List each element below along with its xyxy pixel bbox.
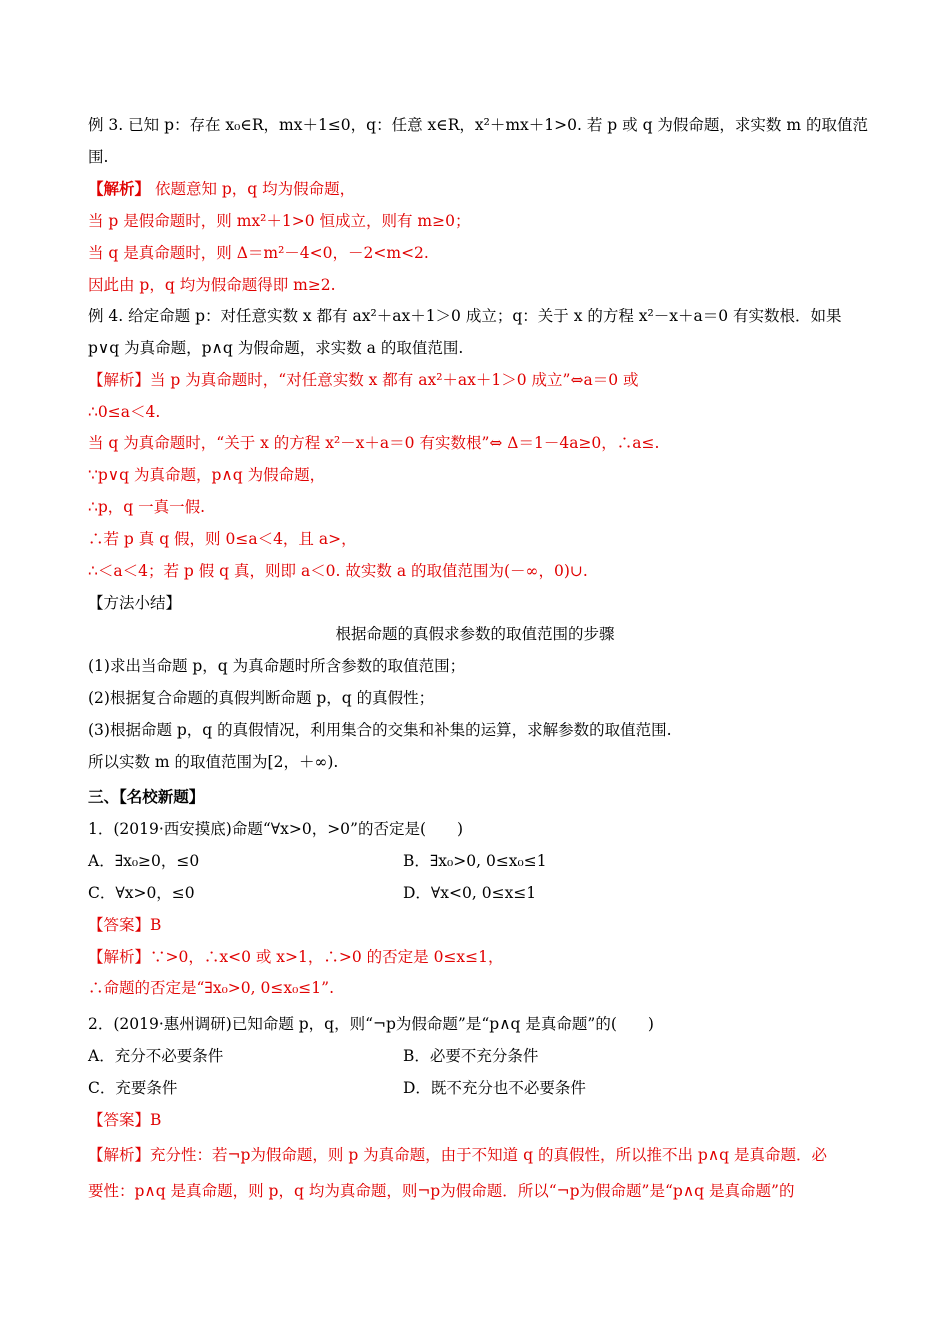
- method-conclusion: 所以实数 m 的取值范围为[2，＋∞).: [88, 753, 339, 771]
- q1-analysis-line2: ∴命题的否定是“∃x₀>0, 0≤x₀≤1”.: [88, 979, 334, 997]
- q2-answer: 【答案】B: [88, 1111, 162, 1129]
- q2-option-d: D．既不充分也不必要条件: [403, 1079, 586, 1097]
- example3-analysis-line3: 当 q 是真命题时，则 Δ＝m²－4<0，－2<m<2.: [88, 244, 429, 262]
- example3-analysis-line1: [88, 178, 862, 200]
- q1-answer: 【答案】B: [88, 916, 162, 934]
- example4-analysis-line7: ∴＜a＜4；若 p 假 q 真，则即 a＜0. 故实数 a 的取值范围为(－∞，0)∪.: [88, 562, 588, 580]
- example4-analysis-line6: ∴若 p 真 q 假，则 0≤a＜4，且 a>，: [88, 530, 357, 548]
- example3-question-line2: 围.: [88, 148, 109, 166]
- q1-stem: 1．(2019·西安摸底)命题“∀x>0，>0”的否定是( ): [88, 820, 464, 838]
- example3-analysis-line4: 因此由 p，q 均为假命题得即 m≥2.: [88, 276, 336, 294]
- example3-question-line1: 例 3. 已知 p：存在 x₀∈R，mx＋1≤0，q：任意 x∈R，x²＋mx＋1>0. 若 p 或 q 为假命题，求实数 m 的取值范: [88, 116, 868, 134]
- analysis-label: 【解析】: [88, 179, 151, 198]
- q2-option-c: C．充要条件: [88, 1079, 178, 1097]
- q1-option-c: C．∀x>0，≤0: [88, 884, 195, 902]
- method-step-3: (3)根据命题 p，q 的真假情况，利用集合的交集和补集的运算，求解参数的取值范围.: [88, 721, 672, 739]
- analysis-text: 依题意知 p，q 均为假命题，: [150, 180, 356, 198]
- q1-option-a: A．∃x₀≥0，≤0: [88, 852, 200, 870]
- q1-option-b: B．∃x₀>0, 0≤x₀≤1: [403, 852, 547, 870]
- example4-analysis-line4: ∵p∨q 为真命题，p∧q 为假命题，: [88, 466, 326, 484]
- example4-analysis-line5: ∴p，q 一真一假.: [88, 498, 206, 516]
- q2-option-b: B．必要不充分条件: [403, 1047, 539, 1065]
- method-summary-label: 【方法小结】: [88, 594, 182, 612]
- example3-analysis-line2: 当 p 是假命题时，则 mx²＋1>0 恒成立，则有 m≥0；: [88, 212, 471, 230]
- q2-option-a: A．充分不必要条件: [88, 1047, 224, 1065]
- example4-question-line2: p∨q 为真命题，p∧q 为假命题，求实数 a 的取值范围.: [88, 339, 464, 357]
- method-summary-title: 根据命题的真假求参数的取值范围的步骤: [335, 625, 615, 643]
- section-heading: 三、【名校新题】: [88, 787, 205, 806]
- example4-analysis-line1: 【解析】当 p 为真命题时，“对任意实数 x 都有 ax²＋ax＋1＞0 成立”⇔a＝0 或: [88, 371, 639, 389]
- method-step-2: (2)根据复合命题的真假判断命题 p，q 的真假性；: [88, 689, 435, 707]
- method-step-1: (1)求出当命题 p，q 为真命题时所含参数的取值范围；: [88, 657, 466, 675]
- q2-stem: 2．(2019·惠州调研)已知命题 p，q，则“¬p为假命题”是“p∧q 是真命题”的( ): [88, 1015, 654, 1033]
- q1-analysis-line1: 【解析】∵>0，∴x<0 或 x>1，∴>0 的否定是 0≤x≤1，: [88, 948, 504, 966]
- q2-analysis-line2: 要性：p∧q 是真命题，则 p，q 均为真命题，则¬p为假命题．所以“¬p为假命题”是“p∧q 是真命题”的: [88, 1182, 795, 1200]
- example4-question-line1: 例 4. 给定命题 p：对任意实数 x 都有 ax²＋ax＋1＞0 成立；q：关于 x 的方程 x²－x＋a＝0 有实数根．如果: [88, 307, 842, 325]
- q1-option-d: D．∀x<0, 0≤x≤1: [403, 884, 537, 902]
- example4-analysis-line2: ∴0≤a＜4.: [88, 403, 161, 421]
- q2-analysis-line1: 【解析】充分性：若¬p为假命题，则 p 为真命题，由于不知道 q 的真假性，所以推不出 p∧q 是真命题．必: [88, 1146, 828, 1164]
- example4-analysis-line3: 当 q 为真命题时，“关于 x 的方程 x²－x＋a＝0 有实数根”⇔ Δ＝1－4a≥0，∴a≤.: [88, 434, 660, 452]
